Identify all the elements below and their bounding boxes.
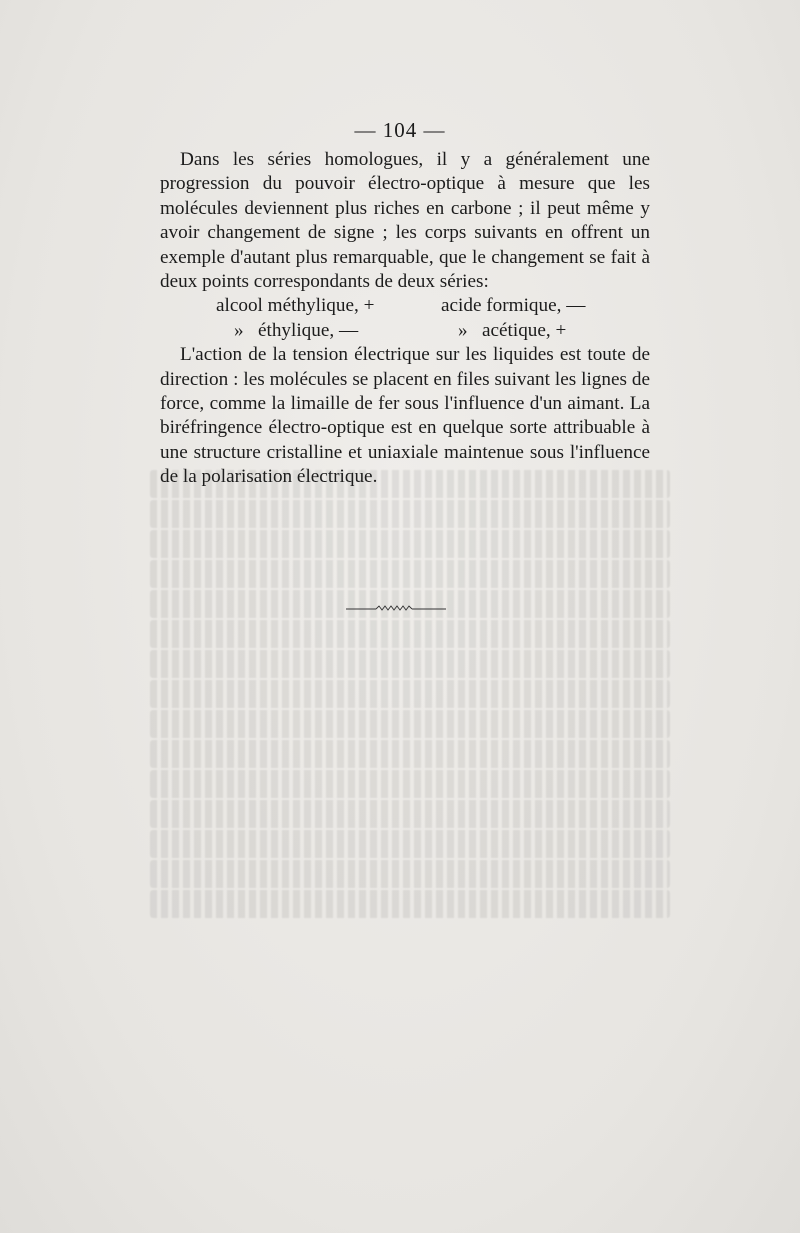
paragraph-homologous-series: Dans les séries homologues, il y a généralement une progression du pouvoir électro-optique à mesure que les molécules deviennent plus riches en carbone ; il peut même y avoir changement de signe ; les corps suivants en offrent un exemple d'autant plus remarquable, que le changement se fait à deux points correspondants de deux séries: xyxy=(160,149,650,293)
series-right-cell: » acétique, + xyxy=(458,319,567,341)
series-row xyxy=(160,294,650,318)
ornamental-rule xyxy=(346,604,446,612)
page-number: — 104 — xyxy=(354,118,446,142)
body-text xyxy=(160,148,650,490)
series-table xyxy=(160,294,650,343)
series-left-cell: » éthylique, — xyxy=(234,319,359,341)
series-row xyxy=(160,319,650,343)
show-through-text xyxy=(150,470,670,930)
series-left-cell: alcool méthylique, + xyxy=(216,295,375,317)
paragraph-electric-tension: L'action de la tension électrique sur les liquides est toute de direction : les molécules se placent en files suivant les lignes de force, comme la limaille de fer sous l'influence d'un aimant. La biréfringence électro-optique est en quelque sorte attribuable à une structure cristalline et uniaxiale maintenue sous l'influence de la polarisation électrique. xyxy=(160,344,650,488)
series-right-cell: acide formique, — xyxy=(441,295,586,317)
